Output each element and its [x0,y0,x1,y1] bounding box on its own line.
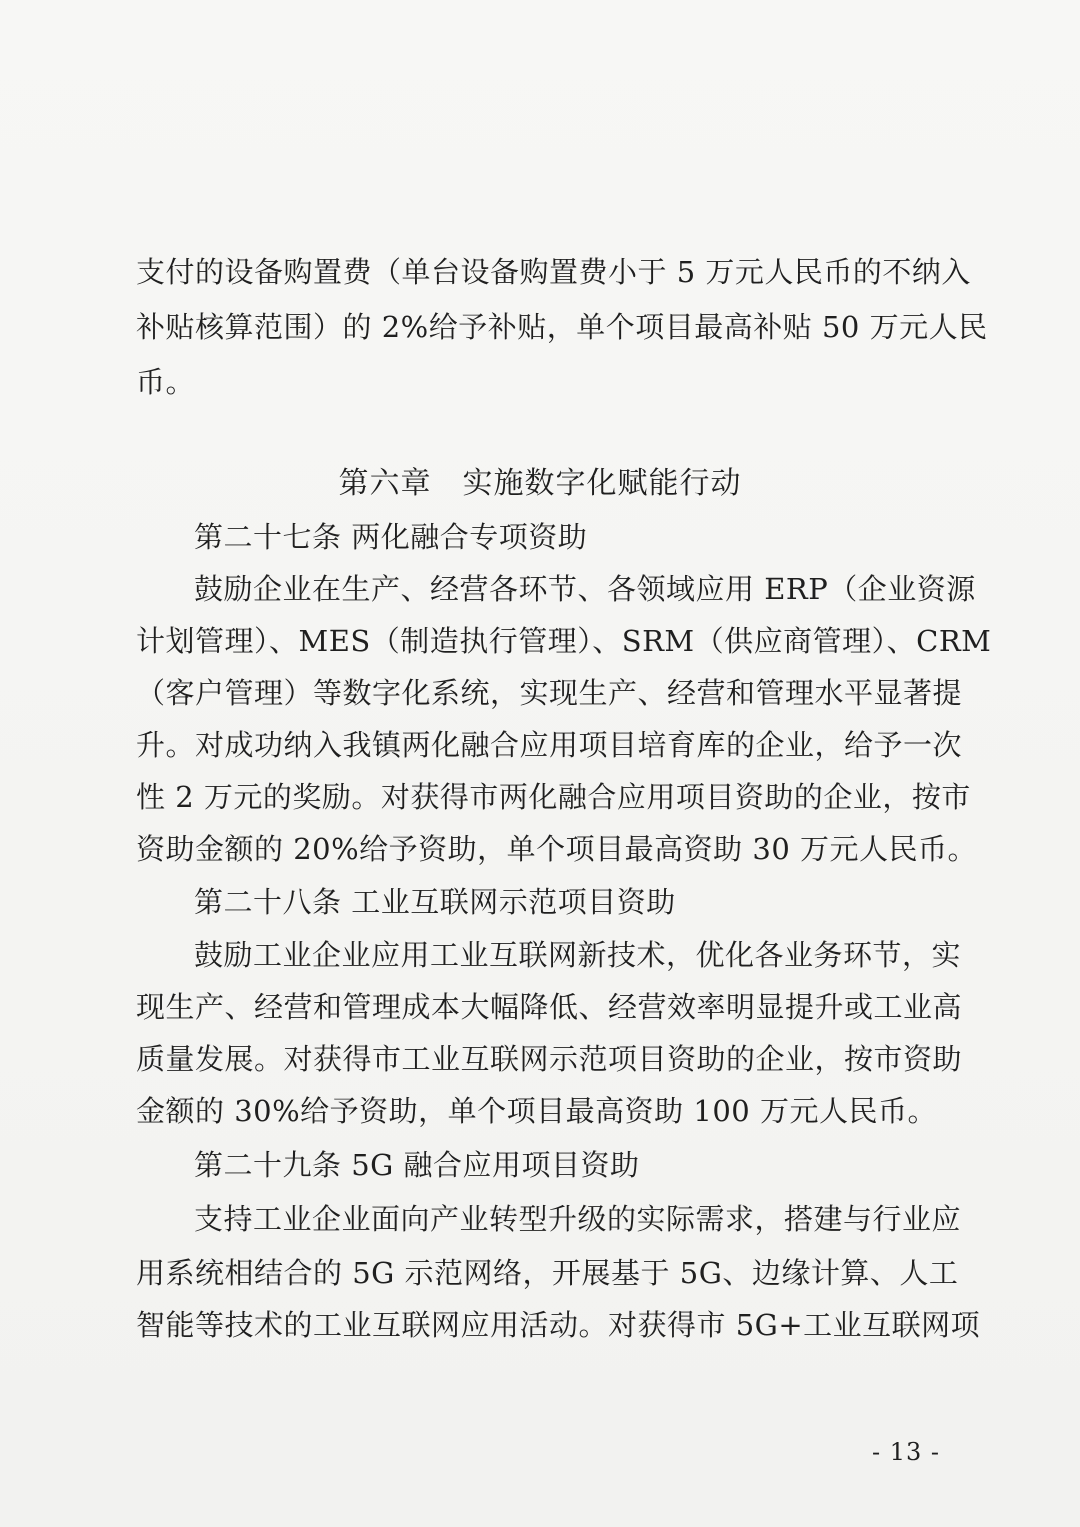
article-27-line: 升。对成功纳入我镇两化融合应用项目培育库的企业，给予一次 [136,728,963,762]
article-28-line: 现生产、经营和管理成本大幅降低、经营效率明显提升或工业高 [136,990,963,1024]
article-27-line: 计划管理）、MES（制造执行管理）、SRM（供应商管理）、CRM [136,624,992,658]
article-29-title: 第二十九条 5G 融合应用项目资助 [194,1148,640,1182]
article-28-title: 第二十八条 工业互联网示范项目资助 [194,885,676,919]
article-28-line: 金额的 30%给予资助，单个项目最高资助 100 万元人民币。 [136,1094,937,1128]
article-27-line: 资助金额的 20%给予资助，单个项目最高资助 30 万元人民币。 [136,832,978,866]
article-27-title: 第二十七条 两化融合专项资助 [194,520,588,554]
article-29-line: 支持工业企业面向产业转型升级的实际需求，搭建与行业应 [194,1202,962,1236]
article-27-line: （客户管理）等数字化系统，实现生产、经营和管理水平显著提 [136,676,963,710]
paragraph-line: 币。 [136,365,196,399]
article-29-line: 智能等技术的工业互联网应用活动。对获得市 5G+工业互联网项 [136,1308,981,1342]
article-28-line: 鼓励工业企业应用工业互联网新技术，优化各业务环节，实 [194,938,962,972]
paragraph-line: 支付的设备购置费（单台设备购置费小于 5 万元人民币的不纳入 [136,255,971,289]
chapter-title: 第六章 实施数字化赋能行动 [338,466,742,501]
article-27-line: 鼓励企业在生产、经营各环节、各领域应用 ERP（企业资源 [194,572,976,606]
page-number: - 13 - [871,1438,940,1466]
paragraph-line: 补贴核算范围）的 2%给予补贴，单个项目最高补贴 50 万元人民 [136,310,988,344]
article-27-line: 性 2 万元的奖励。对获得市两化融合应用项目资助的企业，按市 [136,780,971,814]
article-28-line: 质量发展。对获得市工业互联网示范项目资助的企业，按市资助 [136,1042,963,1076]
article-29-line: 用系统相结合的 5G 示范网络，开展基于 5G、边缘计算、人工 [136,1256,959,1290]
